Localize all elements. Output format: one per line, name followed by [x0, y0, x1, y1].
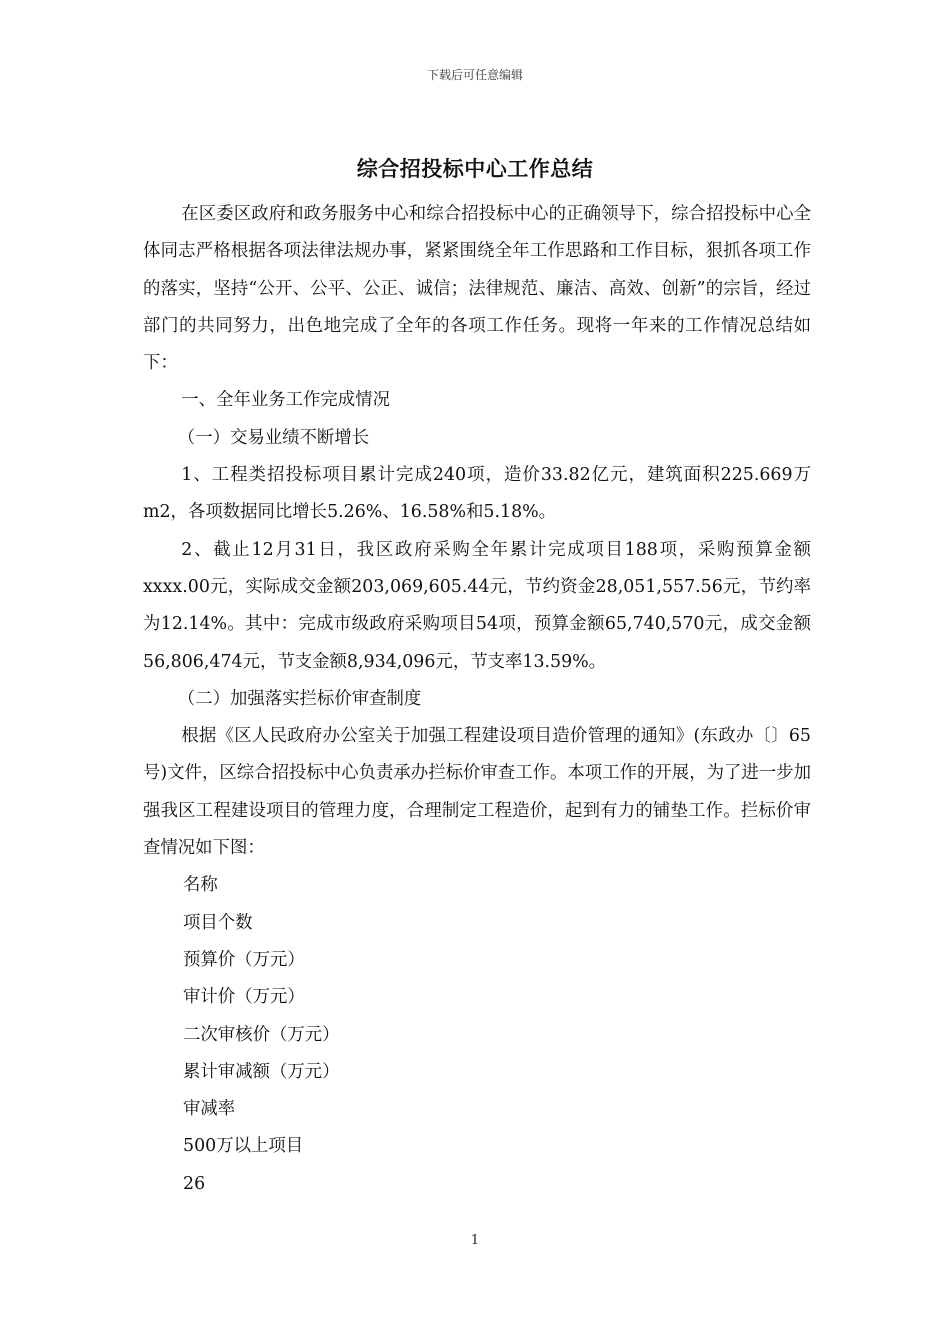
table-line: 二次审核价（万元） [183, 1024, 340, 1045]
table-line: 累计审减额（万元） [183, 1061, 340, 1082]
table-line: 项目个数 [183, 912, 253, 933]
review-table-lines [143, 867, 811, 1203]
table-line: 26 [183, 1173, 206, 1194]
page-number: 1 [470, 1233, 480, 1248]
table-line: 审计价（万元） [183, 987, 305, 1008]
header-note: 下载后可任意编辑 [426, 68, 523, 82]
table-line: 名称 [183, 875, 218, 896]
table-line: 预算价（万元） [183, 949, 305, 970]
table-line: 500万以上项目 [183, 1136, 304, 1157]
subsection-heading-2: （二）加强落实拦标价审查制度 [177, 688, 422, 709]
item-paragraph-1: 1、工程类招投标项目累计完成240项，造价33.82亿元，建筑面积225.669万m2，各项数据同比增长5.26%、16.58%和5.18%。 [143, 465, 811, 523]
intro-paragraph: 在区委区政府和政务服务中心和综合招投标中心的正确领导下，综合招投标中心全体同志严格根据各项法律法规办事，紧紧围绕全年工作思路和工作目标，狠抓各项工作的落实，坚持“公开、公平、公正、诚信；法律规范、廉洁、高效、创新”的宗旨，经过部门的共同努力，出色地完成了全年的各项工作任务。现将一年来的工作情况总结如下： [143, 204, 811, 374]
item-paragraph-2: 2、截止12月31日，我区政府采购全年累计完成项目188项，采购预算金额xxxx.00元，实际成交金额203,069,605.44元，节约资金28,051,557.56元，节约率为12.14%。其中：完成市级政府采购项目54项，预算金额65,740,570元，成交金额56,806,474元，节支金额8,934,096元，节支率13.59%。 [143, 539, 811, 672]
document-title: 综合招投标中心工作总结 [356, 157, 594, 181]
review-paragraph: 根据《区人民政府办公室关于加强工程建设项目造价管理的通知》(东政办〔〕65号)文件，区综合招投标中心负责承办拦标价审查工作。本项工作的开展，为了进一步加强我区工程建设项目的管理力度，合理制定工程造价，起到有力的铺垫工作。拦标价审查情况如下图： [143, 726, 811, 859]
table-line: 审减率 [183, 1099, 236, 1120]
subsection-heading-1: （一）交易业绩不断增长 [177, 427, 370, 448]
document-body [143, 196, 811, 1203]
section-heading-1: 一、全年业务工作完成情况 [181, 390, 390, 411]
